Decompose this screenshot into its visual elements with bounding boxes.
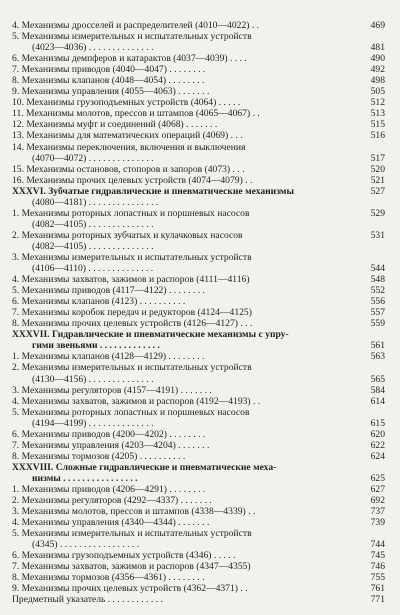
toc-entry [0,108,400,119]
toc-entry [0,462,400,473]
toc-entry [0,130,400,141]
toc-page-number: 498 [370,75,385,87]
toc-page-number: 771 [370,594,385,606]
toc-page-number: 527 [370,185,385,197]
toc-entry [0,528,400,539]
toc-entry-title: (4082—4105) . . . . . . . . . . . . . . [32,218,154,230]
toc-entry [0,374,400,385]
toc-entry [0,572,400,583]
toc-entry [0,197,400,208]
toc-page-number: 739 [370,517,385,529]
toc-entry [0,186,400,197]
toc-page-number: 469 [370,20,385,31]
toc-entry [0,362,400,373]
toc-page-number: 557 [370,307,385,319]
toc-entry [0,252,400,263]
toc-entry-title: 7. Механизмы управления (4203—4204) . . . . . . . [12,439,210,451]
table-of-contents [0,20,400,605]
toc-page-number: 622 [370,439,385,451]
toc-entry [0,241,400,252]
toc-entry [0,583,400,594]
toc-entry-title: 14. Механизмы переключения, включения и выключения [12,141,246,153]
toc-page-number: 516 [370,130,385,142]
toc-entry [0,97,400,108]
toc-entry-title: 7. Механизмы приводов (4040—4047) . . . . . . . . [12,64,206,76]
toc-page-number: 559 [370,318,385,330]
toc-entry-title: (4080—4181) . . . . . . . . . . . . . . . [32,196,159,208]
toc-entry [0,53,400,64]
toc-entry [0,418,400,429]
toc-entry-title: низмы . . . . . . . . . . . . . . . . [32,472,138,484]
toc-entry [0,396,400,407]
toc-entry-title: 2. Механизмы измерительных и испытательных устройств [12,362,252,374]
toc-entry [0,517,400,528]
toc-entry-title: 4. Механизмы захватов, зажимов и распоров (4111—4116) [12,274,250,286]
toc-entry-title: 2. Механизмы роторных зубчатых и кулачковых насосов [12,229,243,241]
toc-page-number: 737 [370,506,385,518]
toc-page-number: 548 [370,274,385,286]
toc-entry [0,42,400,53]
toc-entry-title: 8. Механизмы тормозов (4356—4361) . . . . . . . . [12,572,205,584]
toc-entry [0,164,400,175]
toc-page-number: 627 [370,483,385,495]
toc-page-number: 561 [370,340,385,352]
toc-entry-title: 7. Механизмы захватов, зажимов и распоров (4347—4355) [12,561,251,573]
toc-entry [0,594,400,605]
toc-entry [0,31,400,42]
toc-entry [0,64,400,75]
toc-page-number: 490 [370,53,385,65]
toc-entry-title: 15. Механизмы остановов, стопоров и запоров (4073) . . . [12,163,245,175]
toc-entry-title: 4. Механизмы дросселей и распределителей (4010—4022) . . [12,20,260,31]
toc-entry [0,153,400,164]
toc-entry-title: 11. Механизмы молотов, прессов и штампов (4065—4067) . . [12,108,260,120]
toc-page-number: 505 [370,86,385,98]
toc-entry-title: 4. Механизмы управления (4340—4344) . . . . . . . [12,517,210,529]
toc-entry [0,285,400,296]
toc-page-number: 625 [370,472,385,484]
toc-entry-title: 3. Механизмы измерительных и испытательных устройств [12,251,252,263]
toc-entry-title: 10. Механизмы грузоподъемных устройств (4064) . . . . . [12,97,241,109]
toc-entry-title: гими звеньями . . . . . . . . . . . . . [32,340,160,352]
toc-entry [0,407,400,418]
toc-page-number: 521 [370,174,385,186]
toc-entry-title: (4023—4036) . . . . . . . . . . . . . . [32,42,154,54]
toc-entry-title: 1. Механизмы приводов (4206—4291) . . . . . . . . [12,483,206,495]
toc-entry-title: 6. Механизмы грузоподъемных устройств (4346) . . . . . [12,550,236,562]
toc-entry [0,539,400,550]
toc-page-number: 744 [370,539,385,551]
toc-page-number: 745 [370,550,385,562]
toc-page-number: 517 [370,152,385,164]
toc-page-number: 544 [370,263,385,275]
toc-entry-title: XXXVI. Зубчатые гидравлические и пневматические механизмы [12,185,294,197]
toc-entry [0,119,400,130]
toc-page-number: 614 [370,395,385,407]
toc-entry-title: 8. Механизмы тормозов (4205) . . . . . . . . . . [12,450,186,462]
toc-entry [0,230,400,241]
toc-entry [0,550,400,561]
toc-entry-title: 16. Механизмы прочих целевых устройств (4074—4079) . . [12,174,253,186]
toc-page-number: 620 [370,428,385,440]
toc-entry [0,263,400,274]
toc-page-number: 584 [370,384,385,396]
toc-entry [0,329,400,340]
toc-entry-title: Предметный указатель . . . . . . . . . . . . [12,594,163,606]
toc-entry [0,296,400,307]
toc-entry [0,506,400,517]
toc-entry [0,451,400,462]
toc-entry [0,318,400,329]
toc-entry [0,75,400,86]
toc-entry-title: 5. Механизмы роторных лопастных и поршневых насосов [12,406,250,418]
toc-entry-title: 3. Механизмы регуляторов (4157—4191) . . . . . . . [12,384,212,396]
toc-entry [0,440,400,451]
toc-entry [0,274,400,285]
toc-entry-title: 1. Механизмы клапанов (4128—4129) . . . . . . . . [12,351,205,363]
toc-page-number: 556 [370,296,385,308]
toc-entry-title: 6. Механизмы клапанов (4123) . . . . . . . . . . [12,296,186,308]
toc-entry-title: 12. Механизмы муфт и соединений (4068) . . . . . . . [12,119,218,131]
toc-entry [0,208,400,219]
toc-entry [0,385,400,396]
toc-entry-title: XXXVII. Гидравлические и пневматические механизмы с упру- [12,329,289,341]
toc-entry-title: 6. Механизмы демпферов и катарактов (4037—4039) . . . . [12,53,247,65]
toc-entry-title: 13. Механизмы для математических операций (4069) . . . [12,130,243,142]
toc-entry [0,484,400,495]
toc-entry [0,351,400,362]
toc-entry [0,175,400,186]
toc-entry-title: (4070—4072) . . . . . . . . . . . . . . [32,152,154,164]
toc-entry-title: 5. Механизмы измерительных и испытательных устройств [12,31,252,43]
toc-page-number: 531 [370,229,385,241]
toc-entry [0,20,400,31]
toc-page-number: 520 [370,163,385,175]
toc-page-number: 529 [370,207,385,219]
toc-entry-title: 1. Механизмы роторных лопастных и поршневых насосов [12,207,250,219]
toc-entry-title: 8. Механизмы прочих целевых устройств (4126—4127) . . . [12,318,253,330]
toc-page-number: 761 [370,583,385,595]
toc-entry-title: 7. Механизмы коробок передач и редукторов (4124—4125) [12,307,252,319]
toc-entry-title: (4130—4156) . . . . . . . . . . . . . . [32,373,154,385]
toc-entry-title: 5. Механизмы приводов (4117—4122) . . . . . . . . [12,285,205,297]
toc-entry-title: 3. Механизмы молотов, прессов и штампов (4338—4339) . . [12,506,256,518]
toc-entry-title: 9. Механизмы управления (4055—4063) . . . . . . . [12,86,210,98]
toc-entry-title: 8. Механизмы клапанов (4048—4054) . . . . . . . . [12,75,205,87]
toc-entry [0,495,400,506]
toc-page-number: 565 [370,373,385,385]
toc-entry [0,142,400,153]
toc-page-number: 492 [370,64,385,76]
toc-page-number: 513 [370,108,385,120]
toc-page-number: 552 [370,285,385,297]
toc-entry-title: (4082—4105) . . . . . . . . . . . . . . [32,240,154,252]
toc-entry [0,307,400,318]
toc-page-number: 755 [370,572,385,584]
toc-page-number: 692 [370,495,385,507]
toc-entry-title: (4345) . . . . . . . . . . . . . . . . . [32,539,140,551]
toc-entry-title: 5. Механизмы измерительных и испытательных устройств [12,528,252,540]
toc-entry [0,561,400,572]
toc-entry [0,219,400,230]
toc-entry-title: 6. Механизмы приводов (4200—4202) . . . . . . . . [12,428,206,440]
toc-entry [0,340,400,351]
toc-entry-title: XXXVIII. Сложные гидравлические и пневматические меха- [12,461,277,473]
toc-page-number: 624 [370,450,385,462]
toc-page-number: 512 [370,97,385,109]
toc-page-number: 746 [370,561,385,573]
toc-entry-title: (4194—4199) . . . . . . . . . . . . . . [32,417,154,429]
toc-page-number: 615 [370,417,385,429]
toc-page-number: 563 [370,351,385,363]
toc-entry [0,86,400,97]
toc-page-number: 515 [370,119,385,131]
toc-entry-title: 9. Механизмы прочих целевых устройств (4362—4371) . . [12,583,248,595]
toc-entry-title: 2. Механизмы регуляторов (4292—4337) . . . . . . . [12,495,212,507]
toc-entry-title: 4. Механизмы захватов, зажимов и распоров (4192—4193) . . [12,395,261,407]
toc-page-number: 481 [370,42,385,54]
toc-entry-title: (4106—4110) . . . . . . . . . . . . . . [32,263,154,275]
toc-entry [0,429,400,440]
toc-entry [0,473,400,484]
